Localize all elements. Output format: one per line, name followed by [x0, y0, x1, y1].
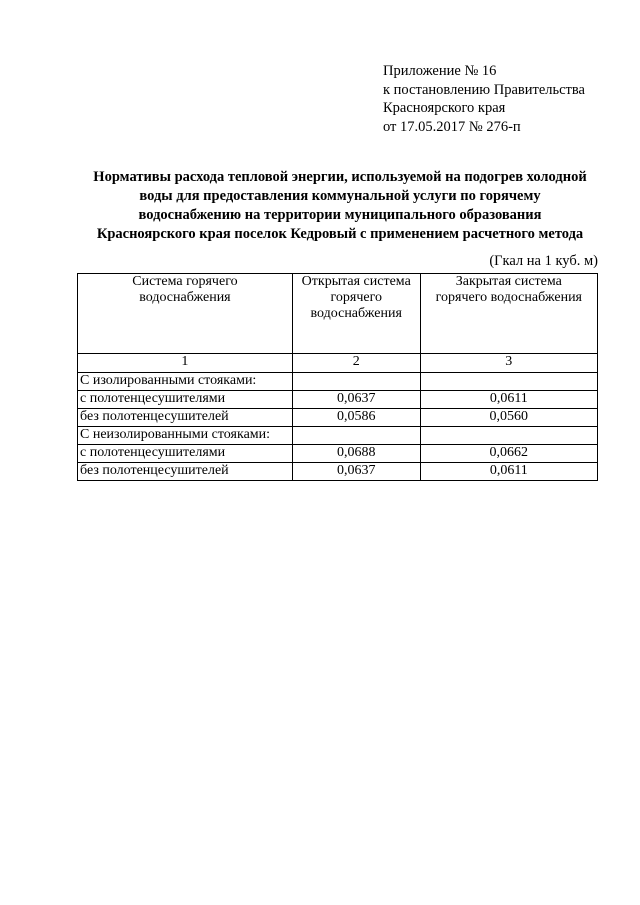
title-line: Красноярского края поселок Кедровый с применением расчетного метода [96, 226, 584, 242]
title-line: Нормативы расхода тепловой энергии, используемой на подогрев холодной [93, 169, 587, 185]
document-title [70, 168, 610, 244]
closed-system-value: 0,0611 [420, 463, 597, 481]
column-number: 3 [420, 354, 597, 373]
norms-table [77, 273, 598, 481]
header-cell-closed-system [420, 274, 597, 354]
column-number: 2 [292, 354, 420, 373]
title-line: воды для предоставления коммунальной услуги по горячему [139, 188, 541, 204]
appendix-line: Красноярского края [383, 100, 506, 116]
open-system-value: 0,0586 [292, 409, 420, 427]
appendix-line: к постановлению Правительства [383, 81, 585, 98]
appendix-line: Приложение № 16 [383, 63, 497, 79]
table-row [78, 409, 598, 427]
table-row [78, 463, 598, 481]
table-row [78, 427, 598, 445]
appendix-block [383, 62, 585, 136]
closed-system-value [420, 373, 597, 391]
units-note: (Гкал на 1 куб. м) [489, 253, 598, 269]
table-row [78, 373, 598, 391]
table-header-row [78, 274, 598, 354]
header-cell-open-system [292, 274, 420, 354]
appendix-line: от 17.05.2017 № 276-п [383, 118, 521, 135]
column-number-row [78, 354, 598, 373]
table-row [78, 445, 598, 463]
open-system-value [292, 427, 420, 445]
table-row [78, 391, 598, 409]
closed-system-value: 0,0560 [420, 409, 597, 427]
header-line: Закрытая система [455, 274, 562, 289]
header-line: водоснабжения [310, 306, 402, 321]
open-system-value: 0,0688 [292, 445, 420, 463]
open-system-value [292, 373, 420, 391]
row-label: без полотенцесушителей [78, 463, 293, 481]
header-line: Система горячего [132, 274, 238, 289]
row-label: С изолированными стояками: [78, 373, 293, 391]
row-label: С неизолированными стояками: [78, 427, 293, 445]
open-system-value: 0,0637 [292, 391, 420, 409]
open-system-value: 0,0637 [292, 463, 420, 481]
header-cell-system [78, 274, 293, 354]
header-line: горячего [330, 290, 382, 305]
row-label: без полотенцесушителей [78, 409, 293, 427]
column-number: 1 [78, 354, 293, 373]
header-line: горячего водоснабжения [435, 290, 582, 305]
row-label: с полотенцесушителями [78, 445, 293, 463]
header-line: Открытая система [301, 274, 411, 289]
header-line: водоснабжения [139, 290, 231, 305]
closed-system-value [420, 427, 597, 445]
row-label: с полотенцесушителями [78, 391, 293, 409]
closed-system-value: 0,0611 [420, 391, 597, 409]
closed-system-value: 0,0662 [420, 445, 597, 463]
title-line: водоснабжению на территории муниципального образования [138, 207, 542, 223]
